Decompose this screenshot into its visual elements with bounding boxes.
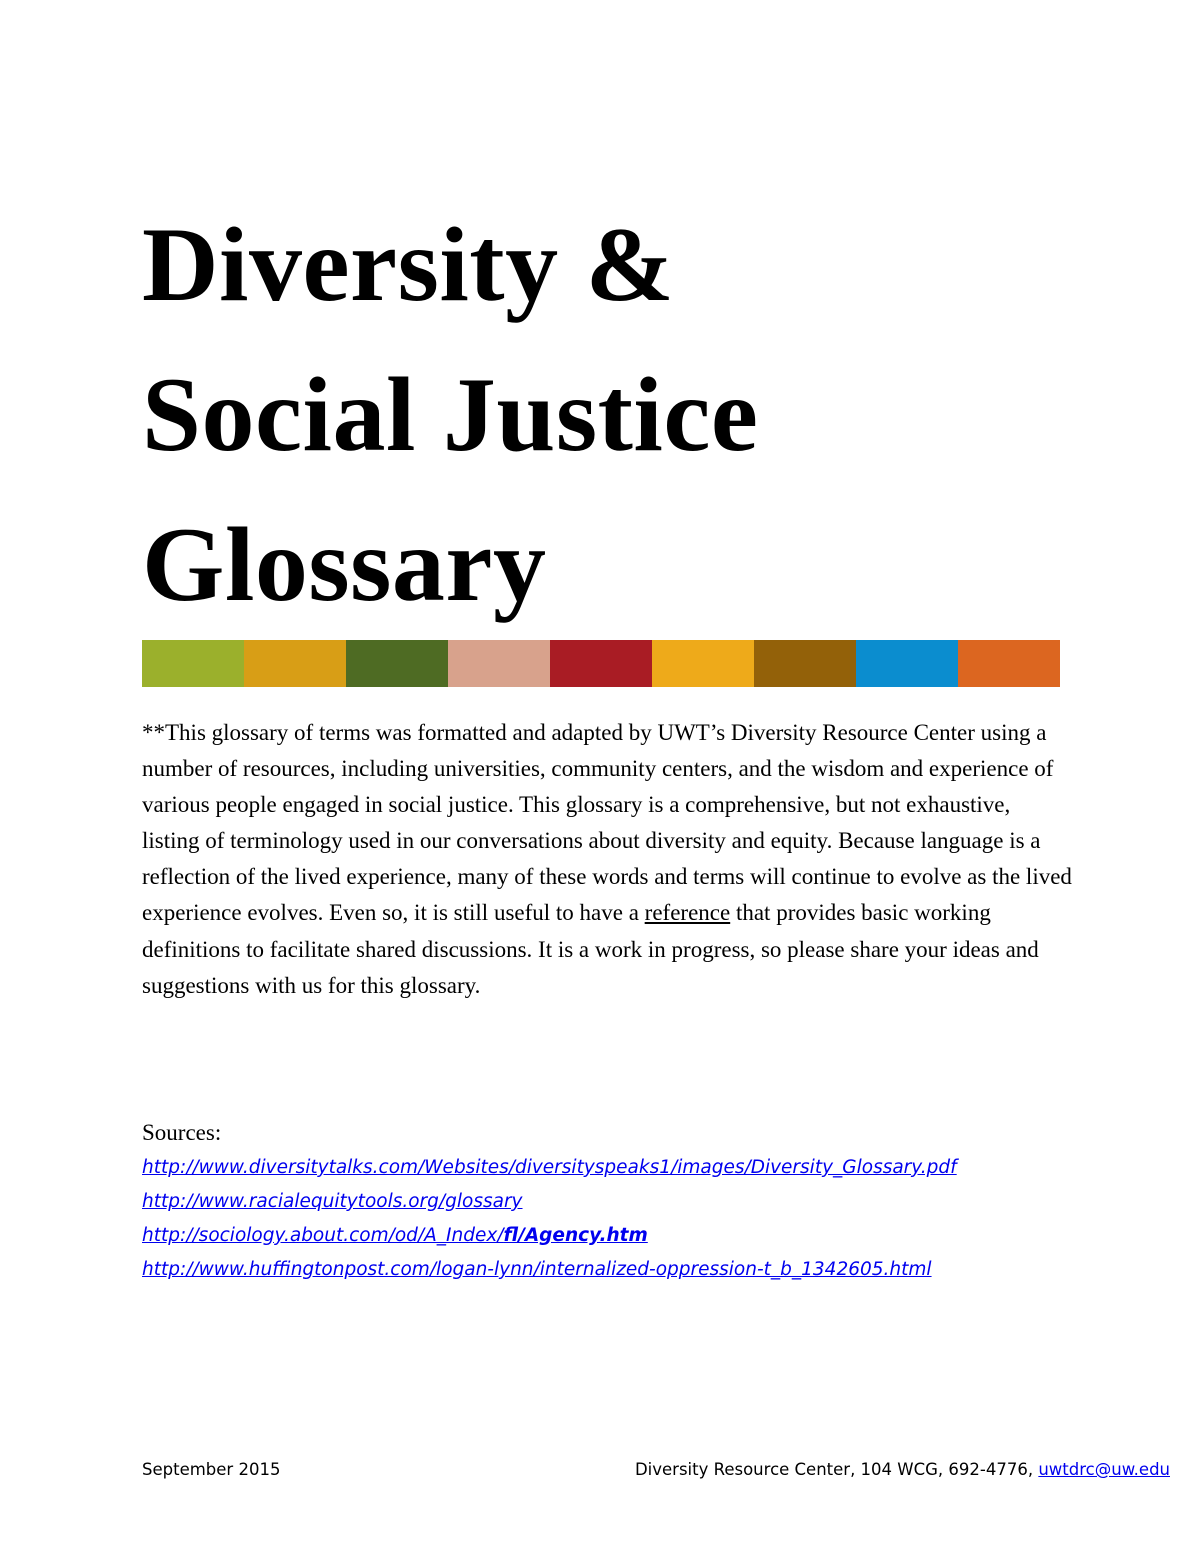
title-line-2: Social Justice: [142, 356, 759, 473]
sources-label: Sources:: [142, 1120, 222, 1145]
color-swatch-1: [142, 640, 244, 687]
sources-section: [142, 1115, 1142, 1287]
footer-date: September 2015: [142, 1460, 281, 1479]
footer-contact-text: Diversity Resource Center, 104 WCG, 692-4776,: [634, 1460, 1039, 1479]
document-title: [142, 190, 758, 640]
color-swatch-4: [448, 640, 550, 687]
color-swatch-6: [652, 640, 754, 687]
footer-email-link[interactable]: uwtdrc@uw.edu: [1038, 1460, 1170, 1479]
source-link-sociology-about[interactable]: [142, 1219, 1142, 1253]
intro-text-part-1: **This glossary of terms was formatted and adapted by UWT’s Diversity Resource Center using a number of resources, including universities, community centers, and the wisdom and experience of various people engaged in social justice. This glossary is a comprehensive, but not exhaustive, listing of terminology used in our conversations about diversity and equity. Because language is a reflection of the lived experience, many of these words and terms will continue to evolve as the lived experience evolves. Even so, it is still useful to have a: [142, 720, 1072, 926]
source-link-racialequitytools[interactable]: http://www.racialequitytools.org/glossary: [142, 1191, 523, 1212]
color-swatch-3: [346, 640, 448, 687]
title-line-3: Glossary: [142, 506, 547, 623]
source-link-sociology-part-2: fl/Agency.htm: [503, 1225, 648, 1246]
color-swatch-9: [958, 640, 1060, 687]
intro-text-part-2: that provides basic working definitions to facilitate shared discussions. It is a work in progress, so please share your ideas and suggestions with us for this glossary.: [142, 900, 1039, 998]
intro-underlined-word: reference: [644, 900, 731, 926]
color-swatch-8: [856, 640, 958, 687]
color-swatch-7: [754, 640, 856, 687]
color-swatch-5: [550, 640, 652, 687]
source-link-sociology-part-1: http://sociology.about.com/od/A_Index/: [142, 1225, 504, 1246]
intro-paragraph: [142, 715, 1072, 1004]
color-swatch-2: [244, 640, 346, 687]
title-line-1: Diversity &: [142, 206, 675, 323]
page-footer: [142, 1458, 1170, 1482]
footer-contact: [635, 1458, 1170, 1482]
source-link-huffingtonpost[interactable]: http://www.huffingtonpost.com/logan-lynn/internalized-oppression-t_b_1342605.html: [142, 1259, 932, 1280]
source-link-diversitytalks[interactable]: http://www.diversitytalks.com/Websites/diversityspeaks1/images/Diversity_Glossary.pdf: [142, 1157, 957, 1178]
decorative-color-bar: [142, 640, 1060, 687]
